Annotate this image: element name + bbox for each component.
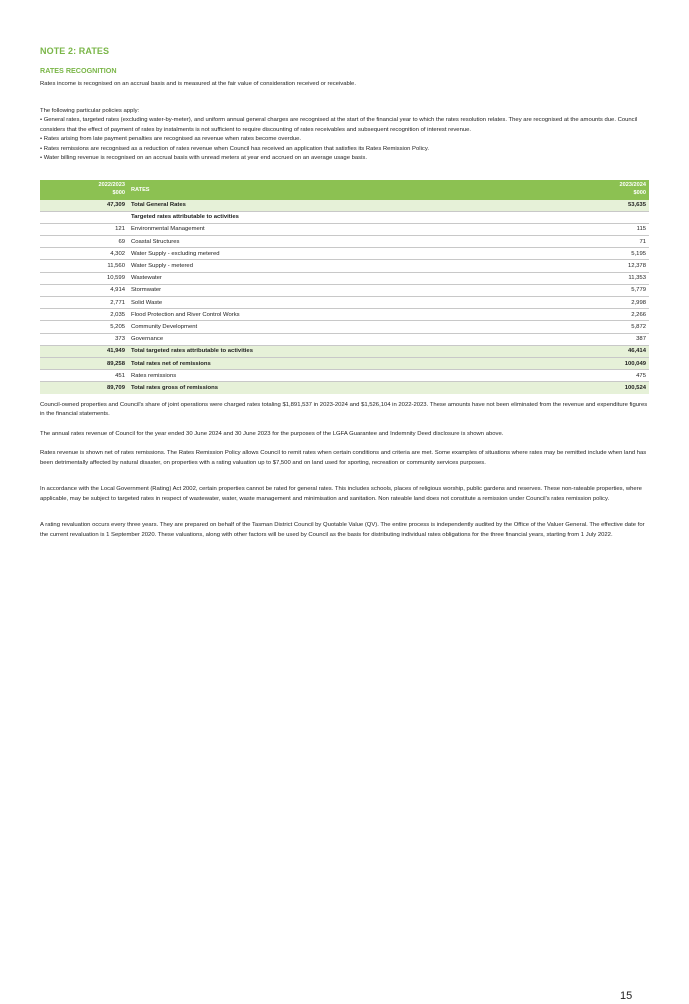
cell-label: Targeted rates attributable to activities [128, 211, 563, 223]
cell-prior-value: 69 [40, 236, 128, 248]
cell-current-value: 2,998 [563, 297, 649, 309]
cell-current-value: 387 [563, 333, 649, 345]
cell-current-value: 100,524 [563, 382, 649, 394]
table-row [40, 223, 649, 235]
cell-label: Governance [128, 333, 563, 345]
table-row [40, 382, 649, 394]
cell-current-value: 71 [563, 236, 649, 248]
cell-prior-value: 373 [40, 333, 128, 345]
cell-prior-value: 11,560 [40, 260, 128, 272]
cell-label: Water Supply - metered [128, 260, 563, 272]
rates-table [40, 180, 649, 394]
header-rates-label: RATES [128, 180, 563, 200]
body-paragraph: The annual rates revenue of Council for the year ended 30 June 2024 and 30 June 2023 for the purposes of the LGFA Guarantee and Indemnity Deed disclosure is shown above. [40, 430, 504, 437]
body-paragraph: Council-owned properties and Council's share of joint operations were charged rates totaling $1,891,537 in 2023-2024 and $1,526,104 in 2022-2023. These amounts have not been eliminated from the revenue and expenditure figures in the financial statements. [40, 401, 648, 417]
policy-item: • General rates, targeted rates (excluding water-by-meter), and uniform annual general charges are recognised at the start of the financial year to which the rates resolution relates. They are recognised at the amounts due. Council considers that the effect of payment of rates by instalments is not sufficient to require discounting of rates receivables and subsequent recognition of interest revenue. [40, 117, 638, 133]
policy-item: • Rates arising from late payment penalties are recognised as revenue when rates become overdue. [40, 136, 302, 142]
table-row [40, 357, 649, 369]
table-row [40, 333, 649, 345]
header-prior-unit: $000 [112, 189, 125, 196]
section-title: RATES RECOGNITION [40, 66, 117, 75]
body-paragraph: A rating revaluation occurs every three years. They are prepared on behalf of the Tasman District Council by Quotable Value (QV). The entire process is independently audited by the Office of the Valuer General. The effective date for the current revaluation is 1 September 2020. These valuations, along with other factors will be used by Council as the basis for distributing individual rates obligations for the three financial years, starting from 1 July 2022. [40, 522, 645, 538]
body-paragraph: In accordance with the Local Government (Rating) Act 2002, certain properties cannot be rated for general rates. This includes schools, places of religious worship, public gardens and reserves. These non-rateable properties, where applicable, may be subject to targeted rates in respect of wastewater, water, waste management and minimisation and sanitation. Non rateable land does not constitute a remission under Council's rates remission policy. [40, 486, 642, 502]
cell-current-value: 11,353 [563, 272, 649, 284]
header-prior-year [40, 180, 128, 200]
header-current-unit: $000 [633, 189, 646, 196]
cell-current-value: 5,195 [563, 248, 649, 260]
cell-prior-value: 10,599 [40, 272, 128, 284]
rates-table-body [40, 200, 649, 394]
cell-current-value [563, 211, 649, 223]
note-title: NOTE 2: RATES [40, 46, 110, 56]
page-number: 15 [620, 990, 633, 1002]
cell-label: Total rates gross of remissions [128, 382, 563, 394]
cell-current-value: 12,378 [563, 260, 649, 272]
cell-current-value: 5,779 [563, 284, 649, 296]
table-row [40, 297, 649, 309]
table-row [40, 200, 649, 212]
cell-current-value: 53,635 [563, 200, 649, 212]
cell-label: Community Development [128, 321, 563, 333]
policy-item: • Rates remissions are recognised as a reduction of rates revenue when Council has received an application that satisfies its Rates Remission Policy. [40, 145, 429, 152]
cell-label: Flood Protection and River Control Works [128, 309, 563, 321]
cell-label: Total General Rates [128, 200, 563, 212]
header-current-year-label: 2023/2024 [619, 182, 646, 188]
table-row [40, 248, 649, 260]
table-row [40, 345, 649, 357]
table-row [40, 309, 649, 321]
cell-current-value: 115 [563, 223, 649, 235]
cell-prior-value: 41,949 [40, 345, 128, 357]
policies-list [40, 116, 649, 164]
table-row [40, 260, 649, 272]
cell-label: Water Supply - excluding metered [128, 248, 563, 260]
cell-prior-value: 2,035 [40, 309, 128, 321]
cell-label: Environmental Management [128, 223, 563, 235]
table-row [40, 370, 649, 382]
cell-prior-value: 89,258 [40, 357, 128, 369]
cell-prior-value: 89,709 [40, 382, 128, 394]
table-row [40, 272, 649, 284]
cell-label: Solid Waste [128, 297, 563, 309]
cell-current-value: 100,049 [563, 357, 649, 369]
header-prior-year-label: 2022/2023 [98, 182, 125, 188]
document-page [40, 46, 649, 540]
cell-current-value: 475 [563, 370, 649, 382]
cell-prior-value: 4,914 [40, 284, 128, 296]
cell-current-value: 46,414 [563, 345, 649, 357]
cell-prior-value: 5,205 [40, 321, 128, 333]
cell-label: Coastal Structures [128, 236, 563, 248]
body-paragraph: Rates revenue is shown net of rates remissions. The Rates Remission Policy allows Council to remit rates when certain conditions and criteria are met. Some examples of situations where rates may be remitted include when land has been detrimentally affected by natural disaster, on properties with a rating valuation up to $7,500 and on land used for sporting, recreation or community services purposes. [40, 450, 647, 466]
cell-label: Rates remissions [128, 370, 563, 382]
intro-paragraph: Rates income is recognised on an accrual basis and is measured at the fair value of consideration received or receivable. [40, 81, 356, 87]
rates-table-header [40, 180, 649, 200]
cell-prior-value: 47,309 [40, 200, 128, 212]
table-row [40, 321, 649, 333]
cell-current-value: 5,872 [563, 321, 649, 333]
policies-lead: The following particular policies apply: [40, 107, 140, 114]
cell-prior-value: 2,771 [40, 297, 128, 309]
cell-label: Wastewater [128, 272, 563, 284]
cell-label: Stormwater [128, 284, 563, 296]
table-row [40, 236, 649, 248]
cell-prior-value: 451 [40, 370, 128, 382]
cell-current-value: 2,266 [563, 309, 649, 321]
table-row [40, 284, 649, 296]
cell-label: Total rates net of remissions [128, 357, 563, 369]
header-current-year [563, 180, 649, 200]
cell-label: Total targeted rates attributable to activities [128, 345, 563, 357]
table-row [40, 211, 649, 223]
cell-prior-value [40, 211, 128, 223]
cell-prior-value: 121 [40, 223, 128, 235]
cell-prior-value: 4,302 [40, 248, 128, 260]
policy-item: • Water billing revenue is recognised on an accrual basis with unread meters at year end accrued on an average usage basis. [40, 155, 367, 161]
